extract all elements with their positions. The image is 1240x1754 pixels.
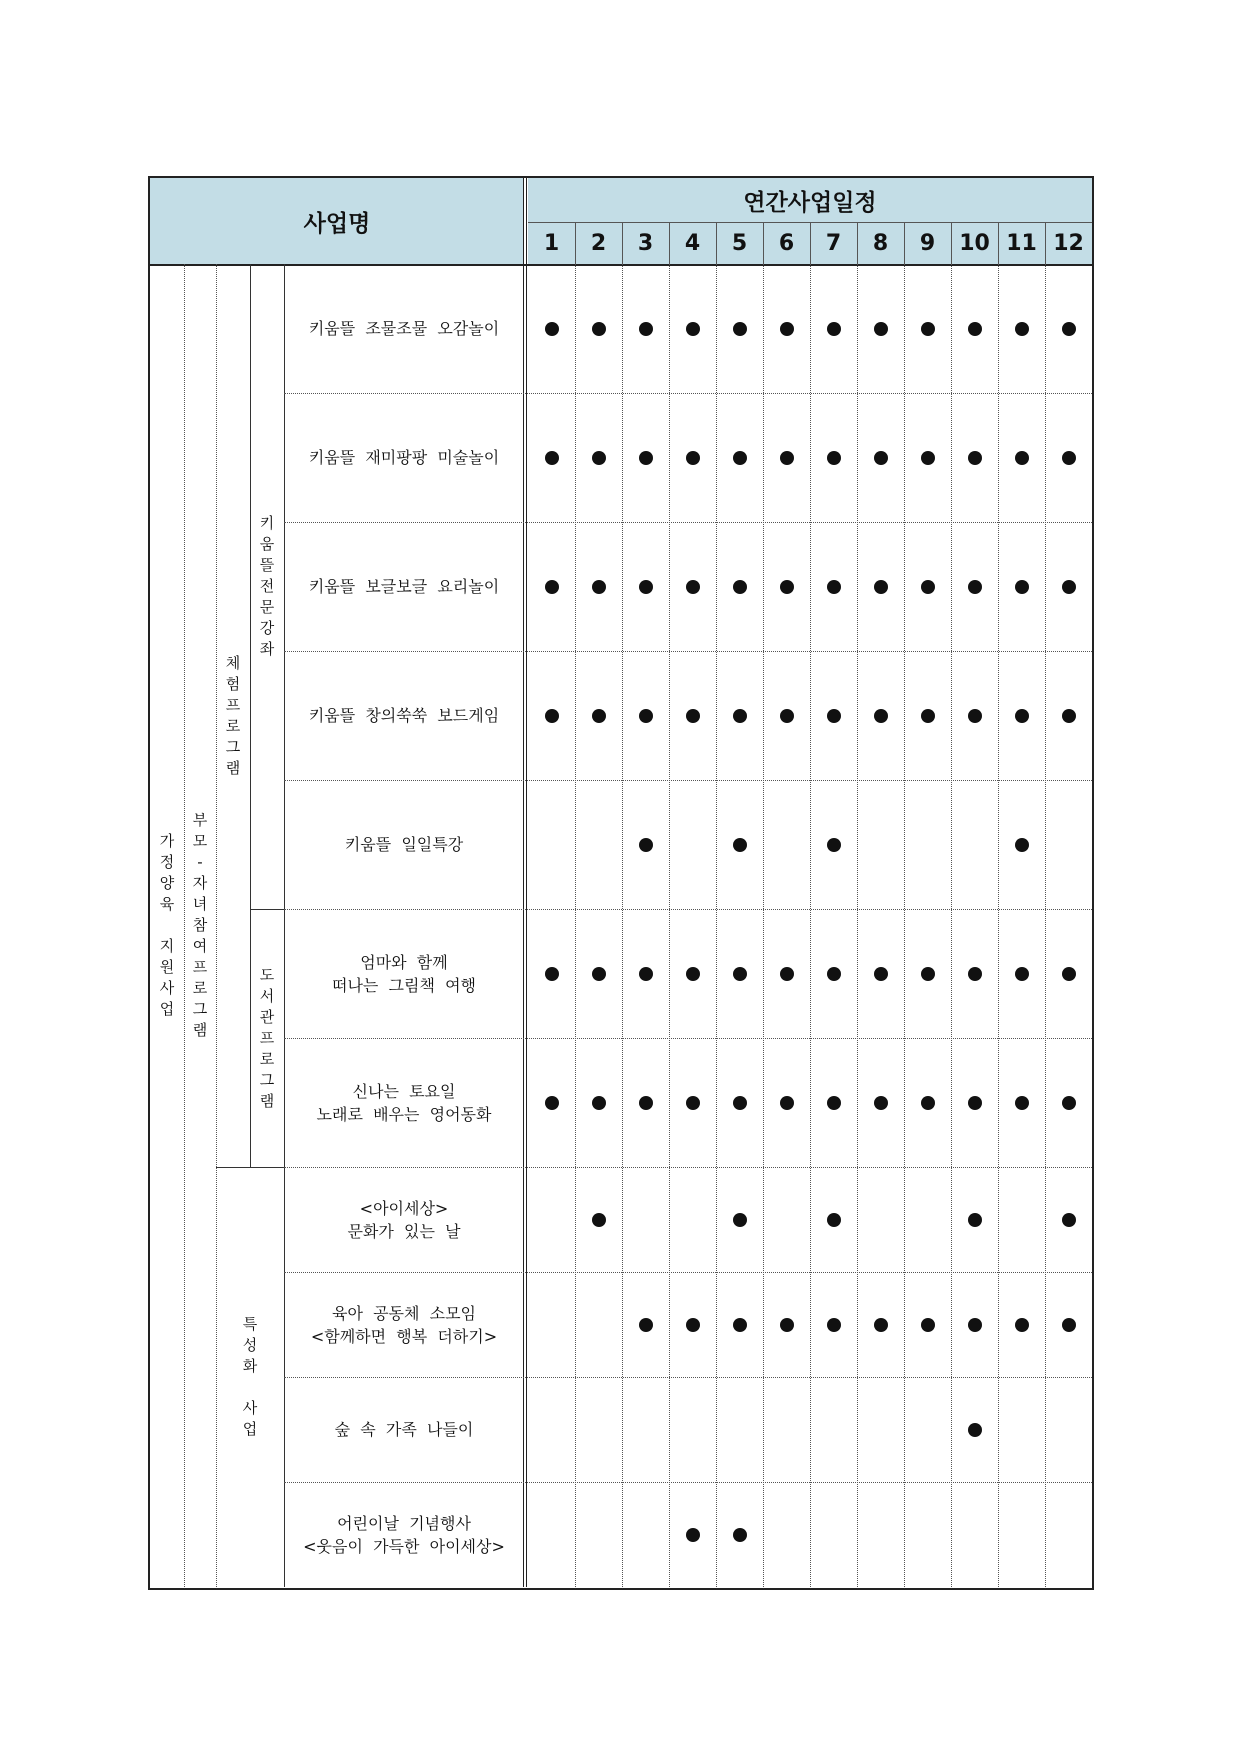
- schedule-dot: [733, 322, 747, 336]
- grid-line: [622, 264, 623, 1587]
- program-name-line: 어린이날 기념행사: [337, 1513, 471, 1533]
- program-name-line: <아이세상>: [359, 1198, 449, 1218]
- grid-line: [716, 222, 717, 264]
- schedule-dot: [780, 322, 794, 336]
- group-label-special-lecture: 키 움 뜰 전 문 강 좌: [259, 514, 275, 658]
- month-label: 10: [959, 230, 990, 256]
- schedule-dot: [545, 580, 559, 594]
- grid-line: [526, 178, 527, 1587]
- grid-line: [857, 264, 858, 1587]
- schedule-dot: [921, 1096, 935, 1110]
- program-name-cell: [284, 393, 524, 522]
- schedule-dot: [1015, 451, 1029, 465]
- grid-line: [250, 264, 251, 1167]
- schedule-dot: [733, 838, 747, 852]
- schedule-dot: [639, 967, 653, 981]
- schedule-dot: [921, 580, 935, 594]
- month-label: 9: [919, 230, 936, 256]
- schedule-dot: [968, 1213, 982, 1227]
- schedule-dot: [592, 709, 606, 723]
- grid-line: [1045, 264, 1046, 1587]
- program-name-cell: [284, 1377, 524, 1482]
- grid-line: [284, 1038, 1092, 1039]
- schedule-dot: [545, 1096, 559, 1110]
- program-name-cell: [284, 651, 524, 780]
- schedule-dot: [639, 322, 653, 336]
- month-header-cell: [622, 222, 669, 264]
- program-name-line: 노래로 배우는 영어동화: [316, 1104, 492, 1124]
- schedule-dot: [686, 1096, 700, 1110]
- grid-line: [669, 222, 670, 264]
- month-label: 3: [637, 230, 654, 256]
- schedule-dot: [968, 580, 982, 594]
- schedule-dot: [921, 322, 935, 336]
- program-name-line: 문화가 있는 날: [347, 1221, 461, 1241]
- annual-schedule-header-text: 연간사업일정: [743, 189, 877, 216]
- schedule-dot: [733, 709, 747, 723]
- schedule-dot: [827, 967, 841, 981]
- schedule-dot: [780, 709, 794, 723]
- month-label: 12: [1053, 230, 1084, 256]
- schedule-dot: [968, 1423, 982, 1437]
- grid-line: [904, 222, 905, 264]
- month-label: 4: [684, 230, 701, 256]
- month-header-cell: [669, 222, 716, 264]
- grid-line: [763, 264, 764, 1587]
- grid-line: [998, 222, 999, 264]
- schedule-dot: [874, 580, 888, 594]
- schedule-dot: [780, 580, 794, 594]
- program-name-line: 숲 속 가족 나들이: [334, 1420, 474, 1439]
- schedule-dot: [780, 1096, 794, 1110]
- grid-line: [216, 264, 217, 1587]
- month-header-cell: [1045, 222, 1092, 264]
- schedule-dot: [686, 580, 700, 594]
- schedule-dot: [780, 1318, 794, 1332]
- grid-line: [763, 222, 764, 264]
- schedule-dot: [874, 322, 888, 336]
- program-name-line: 신나는 토요일: [352, 1081, 456, 1101]
- month-label: 2: [590, 230, 607, 256]
- grid-line: [284, 393, 1092, 394]
- schedule-dot: [686, 1318, 700, 1332]
- schedule-dot: [592, 580, 606, 594]
- schedule-table: [148, 176, 1094, 1590]
- grid-line: [622, 222, 623, 264]
- grid-line: [184, 264, 185, 1587]
- schedule-dot: [968, 709, 982, 723]
- schedule-dot: [545, 451, 559, 465]
- schedule-dot: [639, 1318, 653, 1332]
- schedule-dot: [1062, 451, 1076, 465]
- program-name-line: 키움뜰 재미팡팡 미술놀이: [308, 448, 500, 467]
- grid-line: [216, 1167, 284, 1168]
- schedule-dot: [780, 967, 794, 981]
- schedule-dot: [686, 709, 700, 723]
- schedule-dot: [874, 967, 888, 981]
- schedule-dot: [733, 1096, 747, 1110]
- schedule-dot: [921, 1318, 935, 1332]
- schedule-dot: [733, 451, 747, 465]
- program-name-cell: [284, 522, 524, 651]
- schedule-dot: [827, 709, 841, 723]
- schedule-dot: [827, 322, 841, 336]
- program-name-line: 엄마와 함께: [360, 952, 448, 972]
- grid-line: [284, 909, 1092, 910]
- program-name-cell: [284, 780, 524, 909]
- program-name-line: 육아 공동체 소모임: [332, 1303, 476, 1323]
- grid-line: [810, 264, 811, 1587]
- grid-line: [669, 264, 670, 1587]
- grid-line: [284, 1167, 1092, 1168]
- grid-line: [716, 264, 717, 1587]
- grid-line: [951, 222, 952, 264]
- schedule-dot: [827, 1096, 841, 1110]
- grid-line: [857, 222, 858, 264]
- month-label: 5: [731, 230, 748, 256]
- schedule-dot: [874, 451, 888, 465]
- grid-line: [284, 780, 1092, 781]
- schedule-dot: [968, 322, 982, 336]
- schedule-dot: [1015, 1318, 1029, 1332]
- grid-line: [284, 264, 285, 1587]
- schedule-dot: [545, 322, 559, 336]
- schedule-dot: [1062, 1096, 1076, 1110]
- schedule-dot: [1015, 1096, 1029, 1110]
- schedule-dot: [639, 451, 653, 465]
- annual-schedule-header: [528, 178, 1092, 222]
- group-label-specialized: 특 성 화 사 업: [242, 1315, 258, 1438]
- schedule-dot: [968, 1096, 982, 1110]
- schedule-dot: [1015, 322, 1029, 336]
- schedule-dot: [1015, 580, 1029, 594]
- month-header-cell: [716, 222, 763, 264]
- month-label: 6: [778, 230, 795, 256]
- program-name-line: 키움뜰 일일특강: [344, 835, 464, 854]
- grid-line: [284, 522, 1092, 523]
- schedule-dot: [968, 967, 982, 981]
- group-label-library: 도 서 관 프 로 그 램: [259, 965, 275, 1110]
- program-name-cell: [284, 1038, 524, 1167]
- month-label: 8: [872, 230, 889, 256]
- grid-line: [284, 1272, 1092, 1273]
- schedule-dot: [592, 1096, 606, 1110]
- schedule-dot: [827, 580, 841, 594]
- program-name-line: 키움뜰 보글보글 요리놀이: [308, 577, 500, 596]
- month-header-cell: [951, 222, 998, 264]
- program-name-cell: [284, 1482, 524, 1587]
- schedule-dot: [733, 1213, 747, 1227]
- schedule-dot: [639, 580, 653, 594]
- month-header-cell: [528, 222, 575, 264]
- schedule-dot: [733, 967, 747, 981]
- month-header-cell: [810, 222, 857, 264]
- program-name-line: 키움뜰 조물조물 오감놀이: [308, 319, 500, 338]
- month-label: 11: [1006, 230, 1037, 256]
- schedule-dot: [921, 709, 935, 723]
- schedule-dot: [733, 1318, 747, 1332]
- schedule-dot: [639, 1096, 653, 1110]
- schedule-dot: [639, 838, 653, 852]
- grid-line: [951, 264, 952, 1587]
- month-label: 7: [825, 230, 842, 256]
- program-name-cell: [284, 1167, 524, 1272]
- schedule-dot: [1062, 322, 1076, 336]
- schedule-dot: [592, 322, 606, 336]
- grid-line: [904, 264, 905, 1587]
- schedule-dot: [592, 1213, 606, 1227]
- program-name-line: <함께하면 행복 더하기>: [310, 1326, 498, 1346]
- schedule-dot: [545, 967, 559, 981]
- schedule-dot: [1015, 838, 1029, 852]
- schedule-dot: [921, 967, 935, 981]
- grid-line: [575, 264, 576, 1587]
- category-label: 가 정 양 육 지 원 사 업: [159, 832, 175, 1018]
- schedule-dot: [827, 1213, 841, 1227]
- month-header-cell: [857, 222, 904, 264]
- schedule-dot: [1062, 1213, 1076, 1227]
- program-name-line: 떠나는 그림책 여행: [332, 975, 476, 995]
- grid-line: [575, 222, 576, 264]
- group-label-parent-child: 부 모 - 자 녀 참 여 프 로 그 램: [192, 811, 208, 1039]
- schedule-dot: [874, 1318, 888, 1332]
- grid-line: [523, 178, 524, 1587]
- schedule-dot: [968, 451, 982, 465]
- schedule-dot: [1015, 709, 1029, 723]
- program-name-line: 키움뜰 창의쑥쑥 보드게임: [308, 706, 500, 725]
- schedule-dot: [968, 1318, 982, 1332]
- grid-line: [998, 264, 999, 1587]
- schedule-dot: [1062, 1318, 1076, 1332]
- schedule-dot: [827, 451, 841, 465]
- grid-line: [250, 909, 284, 910]
- grid-line: [284, 1482, 1092, 1483]
- schedule-dot: [874, 709, 888, 723]
- grid-line: [284, 651, 1092, 652]
- schedule-dot: [733, 1528, 747, 1542]
- schedule-dot: [780, 451, 794, 465]
- month-header-cell: [998, 222, 1045, 264]
- schedule-dot: [545, 709, 559, 723]
- grid-line: [1045, 222, 1046, 264]
- month-header-cell: [904, 222, 951, 264]
- month-header-cell: [763, 222, 810, 264]
- schedule-dot: [733, 580, 747, 594]
- program-name-cell: [284, 1272, 524, 1377]
- schedule-dot: [686, 322, 700, 336]
- schedule-dot: [921, 451, 935, 465]
- schedule-dot: [1015, 967, 1029, 981]
- month-header-cell: [575, 222, 622, 264]
- schedule-dot: [686, 451, 700, 465]
- schedule-dot: [874, 1096, 888, 1110]
- schedule-dot: [686, 1528, 700, 1542]
- month-label: 1: [543, 230, 560, 256]
- program-name-header-text: 사업명: [303, 210, 371, 237]
- schedule-dot: [592, 451, 606, 465]
- schedule-dot: [1062, 709, 1076, 723]
- program-name-header: [150, 178, 524, 264]
- group-label-experience: 체 험 프 로 그 램: [225, 653, 241, 777]
- program-name-line: <웃음이 가득한 아이세상>: [303, 1536, 505, 1556]
- program-name-cell: [284, 909, 524, 1038]
- schedule-dot: [1062, 580, 1076, 594]
- schedule-dot: [639, 709, 653, 723]
- schedule-dot: [592, 967, 606, 981]
- program-name-cell: [284, 264, 524, 393]
- schedule-dot: [827, 838, 841, 852]
- grid-line: [810, 222, 811, 264]
- schedule-dot: [686, 967, 700, 981]
- schedule-dot: [827, 1318, 841, 1332]
- grid-line: [284, 1377, 1092, 1378]
- schedule-dot: [1062, 967, 1076, 981]
